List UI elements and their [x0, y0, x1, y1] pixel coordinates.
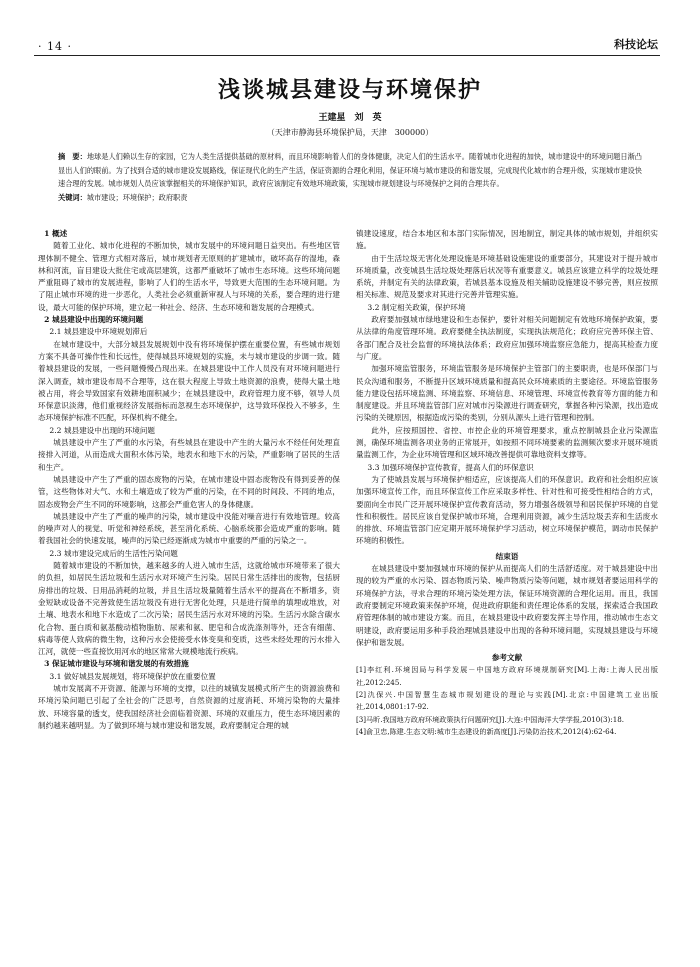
section-heading: 3 保证城市建设与环境和谐发展的有效措施 — [44, 659, 189, 669]
paragraph: 加强环境监管服务，环境监管服务是环境保护主管部门的主要职责，也是环保部门与民众沟通和服务，不断提升区域环境质量和提高民众环境素质的主要途径。环境监管服务能力建设包括环境监测、环境监察、环境信息、环境管理、环境宣传教育等方面的能力和制度建设。并且环境监管部门应对城市污染源进行调查研究，掌握各种污染源，找出造成污染的关键原因，根据造成污染的类别，分别从源头上进行管理和控制。 — [356, 364, 658, 423]
left-column — [38, 228, 340, 732]
keywords-text: 城市建设；环境保护；政府职责 — [86, 192, 188, 202]
paragraph: 城县建设中产生了严重的固态废物的污染，在城市建设中固态废物没有得到妥善的保管，这些物体对大气、水和土壤造成了较为严重的污染，在不同的时间段、不同的地点，固态废物会产生不同的环境影响，这都会严重危害人的身体健康。 — [38, 474, 340, 509]
article-affiliation: （天津市静海县环境保护局，天津 300000） — [266, 128, 434, 137]
abstract-label: 摘 要： — [58, 152, 87, 161]
subsection-heading: 2.3 城市建设完成后的生活性污染问题 — [49, 548, 178, 558]
paragraph: 由于生活垃圾无害化处理设施是环境基础设施建设的重要部分，其建设对于提升城市环境质量，改变城县生活垃圾处理落后状况等有重要意义。城县应该建立科学的垃圾处理系统，并制定有关的法律政策，若城县基本设施及相关辅助设施建设不够完善，则应按照相关标准、规范及要求对其进行完善并管理实施。 — [356, 253, 658, 300]
section-heading: 结束语 — [495, 551, 519, 561]
reference-item: [2]氿保兴.中国智慧生态城市规划建设的理论与实践[M].北京:中国建筑工业出版社,2014,0801:17-92. — [356, 689, 658, 712]
subsection-heading: 3.1 做好城县发展规划，将环境保护放在重要位置 — [49, 671, 216, 681]
paragraph: 随着工业化、城市化进程的不断加快，城市发展中的环境问题日益突出。有些地区管理体制不健全、管理方式相对落后，城市规划者无原则的扩建城市，破坏高存的湿地，森林和河流，盲目建设大批住宅或高层建筑，这都严重破坏了城市生态环境。这些环境问题严重阻碍了城市的发展进程，影响了人们的生活水平，导致更大范围的生态环境问题。为了阻止城市环境的进一步恶化，人类社会必须重新审视人与环境的关系，要合理的进行建设，最大可能的保护环境，建立起一种社会、经济、生态环境和谐发展的合理模式。 — [38, 241, 340, 312]
reference-item: [4]俞卫忠,陈建.生态文明:城市生态建设的新高度[J].污染防治技术,2012(4):62-64. — [356, 726, 617, 736]
right-column — [356, 228, 658, 738]
keywords-label: 关键词： — [58, 192, 87, 202]
section-heading: 2 城县建设中出现的环境问题 — [44, 315, 144, 325]
subsection-heading: 2.2 城县建设中出现的环境问题 — [49, 425, 156, 435]
section-heading: 1 概述 — [44, 229, 68, 238]
paragraph: 城县建设中产生了严重的噪声的污染，城市建设中没能对噪音进行有效地管理。较高的噪声对人的视觉、听觉和神经系统，甚至消化系统、心脑系统都会造成严重的影响。随着我国社会的快速发展，噪声的污染已经逐渐成为城市中重要的严重的污染之一。 — [38, 511, 340, 546]
subsection-heading: 3.3 加强环境保护宣传教育，提高人们的环保意识 — [367, 462, 534, 472]
page-number: · 14 · — [38, 40, 72, 53]
paragraph: 城市发展离不开资源、能源与环境的支撑，以往的城镇发展模式所产生的资源浪费和环境污染问题已引起了全社会的广泛思考，自然资源的过度消耗、环境污染物的大量排放、环境容量的透支，使我国经济社会面临着资源、环境的双重压力，使生态环境因素的制约越来越明显。为了做到环境与城市建设和谐发展，政府要制定合理的城 — [38, 683, 340, 730]
references-heading: 参考文献 — [491, 653, 523, 663]
paragraph: 此外，应按照国控、省控、市控企业的环境管理要求，重点控制城县企业污染源监测，确保环境监测各项业务的正常展开，如按照不同环境要素的监测频次要求开展环境质量监测工作，为企业环境管理和区域环境改善提供可靠地资料支撑等。 — [356, 425, 658, 460]
subsection-heading: 3.2 制定相关政策，保护环境 — [367, 302, 466, 312]
abstract-text: 地球是人们赖以生存的家园，它为人类生活提供基础的原材料，而且环境影响着人们的身体健康，决定人们的生活水平。随着城市化进程的加快，城市建设中的环境问题日渐凸显出人们的眼前。为了找到合适的城市建设发展路线，保证现代化的生产生活，保证资源的合理化利用，保证环境与城市建设的和谐发展，完成现代化城市的合理升级，实现城市建设快速合理的发展。城市规划人员应该掌握相关的环境保护知识，政府应该制定有效地环境政策，实现城市规划建设与环境保护之间的合理共存。 — [58, 152, 642, 189]
header-rule — [34, 55, 660, 56]
paragraph: 在城县建设中要加强城市环境的保护从而提高人们的生活舒适度。对于城县建设中出现的较为严重的水污染、固态物质污染、噪声物质污染等问题，城市规划者要运用科学的环境保护方法，寻求合理的环境污染处理方法，保证环境资源的合理化运用。而且，我国政府要制定环境政策来保护环境，促进政府职能和责任理论体系的发展，探索适合我国政府管理体制的城市建设方案。而且，在城县建设中政府要发挥主导作用，推动城市生态文明建设，政府要运用多种手段治理城县建设中出现的各种环境问题，实现城县建设与环境保护和谐发展。 — [356, 564, 658, 647]
reference-item: [1]李红利.环境因局与科学发展－中国地方政府环境规制研究[M].上海:上海人民出版社,2012:245. — [356, 665, 658, 687]
article-title: 浅谈城县建设与环境保护 — [217, 77, 482, 103]
paragraph: 在城市建设中，大部分城县发展规划中没有将环境保护摆在重要位置，有些城市规划方案不具备可操作性和长远性，使得城县环境规划的实施，未与城市建设的步调一致。随着城县建设的发展，一些问题慢慢凸现出来。在城县建设中工作人员没有对环境问题进行深入调查，城市建设布局不合理等，这在很大程度上导致土地资源的浪费，使得大量土地被占用，将会导致国家有效耕地面积减少；在城县建设中，政府管理力度不够，领导人员环保意识淡薄，他们重视经济发展指标而忽视生态环境保护，这导致环保投入不够多，生态环境保护标准不匹配，环保机构不健全。 — [38, 339, 340, 423]
abstract-block — [58, 150, 642, 204]
paragraph: 随着城市建设的不断加快，越来越多的人进入城市生活，这就给城市环境带来了很大的负担，如居民生活垃圾和生活污水对环境产生污染。居民日常生活排出的废物，包括厨房排出的垃圾、日用品消耗的垃圾，并且生活垃圾量随着生活水平的提高在不断增多，资金短缺或设备不完善致使生活垃圾没有进行无害化处理，只是进行简单的填埋或堆放，对土壤、地表水和地下水造成了二次污染；居民生活污水对环境的污染。生活污水除含碳水化合物、蛋白质和氨基酸动植物脂肪、尿素和氨、肥皂和合成洗涤剂等外，还含有细菌、病毒等使人致病的微生物，这种污水会使接受水体变臭和变质，这些未经处理的污水排入江河，就使一些直接饮用河水的地区常常大规模地流行疾病。 — [38, 561, 340, 657]
reference-item: [3]马昕.我国地方政府环境政策执行问题研究[J].大连:中国海洋大学学报,2010(3):18. — [356, 714, 624, 724]
paragraph: 城县建设中产生了严重的水污染，有些城县在建设中产生的大量污水不经任何处理直接排入河道，从而造成大面积水体污染，地表水和地下水的污染，严重影响了居民的生活和生产。 — [38, 438, 340, 472]
paragraph: 政府要加强城市绿地建设和生态保护，要针对相关问题制定有效地环境保护政策，要从法律的角度管理环境。政府要健全执法制度，实现执法规范化；政府应完善环保主管、各部门配合及社会监督的环境执法体系；政府应加强环境监察应急能力，提高其检查力度与广度。 — [356, 315, 658, 361]
paragraph-continued: 镇建设速度，结合本地区和本部门实际情况，因地制宜，制定具体的城市规划，并组织实施。 — [356, 229, 658, 251]
article-authors: 王建星 刘 英 — [318, 113, 382, 123]
paragraph: 为了使城县发展与环境保护相适应，应该提高人们的环保意识。政府和社会组织应该加强环境宣传工作，而且环保宣传工作应采取多样性、针对性和可接受性相结合的方式，要面向全市民广泛开展环境保护宣传教育活动，努力增强各级领导和居民保护环境的自觉性和积极性。居民应该自觉保护城市环境，合理利用资源，减少生活垃圾丢弃和生活废水的排放、环境监管部门应定期开展环境保护学习活动，树立环境保护模范，调动市民保护环境的积极性。 — [356, 474, 658, 546]
journal-section: 科技论坛 — [614, 38, 658, 51]
keywords — [58, 191, 642, 205]
abstract — [58, 150, 642, 191]
subsection-heading: 2.1 城县建设中环境规划滞后 — [49, 327, 148, 337]
